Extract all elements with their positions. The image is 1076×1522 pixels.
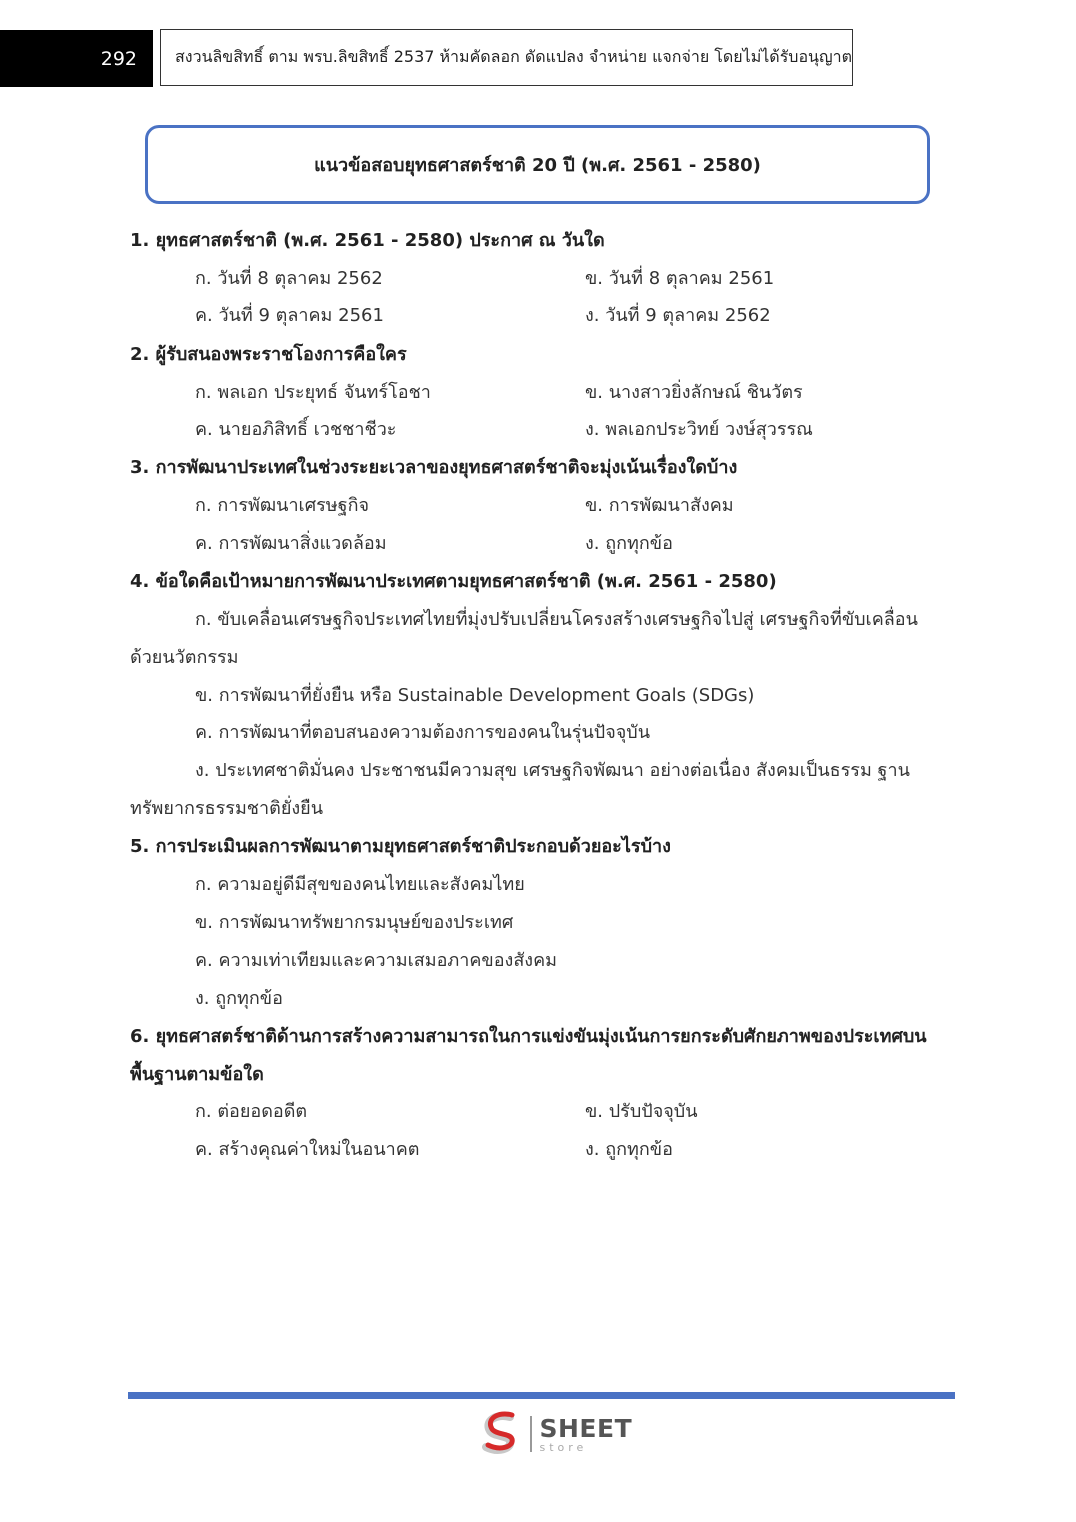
option-4d: ง. ประเทศชาติมั่นคง ประชาชนมีความสุข เศรษฐกิจพัฒนา อย่างต่อเนื่อง สังคมเป็นธรรม ฐานทรัพยากรธรรมชาติยั่งยืน (130, 760, 910, 819)
footer-divider (128, 1392, 955, 1399)
sheet-store-logo (478, 1410, 632, 1458)
option-1b: ข. วันที่ 8 ตุลาคม 2561 (585, 268, 775, 289)
copyright-notice: สงวนลิขสิทธิ์ ตาม พรบ.ลิขสิทธิ์ 2537 ห้ามคัดลอก ดัดแปลง จำหน่าย แจกจ่าย โดยไม่ได้รับอนุญาต (160, 29, 853, 86)
option-2b: ข. นางสาวยิ่งลักษณ์ ชินวัตร (585, 382, 803, 403)
option-4a: ก. ขับเคลื่อนเศรษฐกิจประเทศไทยที่มุ่งปรับเปลี่ยนโครงสร้างเศรษฐกิจไปสู่ เศรษฐกิจที่ขับเคลื่อนด้วยนวัตกรรม (130, 609, 918, 668)
question-4: 4. ข้อใดคือเป้าหมายการพัฒนาประเทศตามยุทธศาสตร์ชาติ (พ.ศ. 2561 - 2580) (130, 571, 777, 592)
logo-main-text: SHEET (539, 1413, 633, 1443)
option-6c: ค. สร้างคุณค่าใหม่ในอนาคต (195, 1139, 420, 1160)
question-5: 5. การประเมินผลการพัฒนาตามยุทธศาสตร์ชาติประกอบด้วยอะไรบ้าง (130, 836, 671, 857)
option-2c: ค. นายอภิสิทธิ์ เวชชาชีวะ (195, 419, 397, 440)
option-5d: ง. ถูกทุกข้อ (195, 988, 283, 1009)
option-6d: ง. ถูกทุกข้อ (585, 1139, 673, 1160)
page-title: แนวข้อสอบยุทธศาสตร์ชาติ 20 ปี (พ.ศ. 2561 - 2580) (145, 125, 930, 204)
option-2a: ก. พลเอก ประยุทธ์ จันทร์โอชา (195, 382, 431, 403)
question-3: 3. การพัฒนาประเทศในช่วงระยะเวลาของยุทธศาสตร์ชาติจะมุ่งเน้นเรื่องใดบ้าง (130, 457, 738, 478)
option-4c: ค. การพัฒนาที่ตอบสนองความต้องการของคนในรุ่นปัจจุบัน (195, 722, 651, 743)
option-2d: ง. พลเอกประวิทย์ วงษ์สุวรรณ (585, 419, 813, 440)
option-3d: ง. ถูกทุกข้อ (585, 533, 673, 554)
option-3b: ข. การพัฒนาสังคม (585, 495, 734, 516)
option-6b: ข. ปรับปัจจุบัน (585, 1101, 698, 1122)
option-4b: ข. การพัฒนาที่ยั่งยืน หรือ Sustainable Development Goals (SDGs) (195, 685, 755, 706)
option-1c: ค. วันที่ 9 ตุลาคม 2561 (195, 305, 384, 326)
option-5c: ค. ความเท่าเทียมและความเสมอภาคของสังคม (195, 950, 557, 971)
page-number: 292 (0, 30, 153, 87)
option-6a: ก. ต่อยอดอดีต (195, 1101, 308, 1122)
logo-separator (530, 1416, 532, 1452)
option-3a: ก. การพัฒนาเศรษฐกิจ (195, 495, 370, 516)
sheet-logo-icon (478, 1411, 524, 1457)
option-5b: ข. การพัฒนาทรัพยากรมนุษย์ของประเทศ (195, 912, 514, 933)
logo-sub-text: store (539, 1440, 588, 1454)
option-5a: ก. ความอยู่ดีมีสุขของคนไทยและสังคมไทย (195, 874, 525, 895)
question-2: 2. ผู้รับสนองพระราชโองการคือใคร (130, 344, 407, 365)
option-1a: ก. วันที่ 8 ตุลาคม 2562 (195, 268, 383, 289)
question-1: 1. ยุทธศาสตร์ชาติ (พ.ศ. 2561 - 2580) ประกาศ ณ วันใด (130, 230, 605, 251)
option-1d: ง. วันที่ 9 ตุลาคม 2562 (585, 305, 771, 326)
option-3c: ค. การพัฒนาสิ่งแวดล้อม (195, 533, 387, 554)
question-6: 6. ยุทธศาสตร์ชาติด้านการสร้างความสามารถในการแข่งขันมุ่งเน้นการยกระดับศักยภาพของประเทศบนพื้นฐานตามข้อใด (130, 1026, 927, 1085)
